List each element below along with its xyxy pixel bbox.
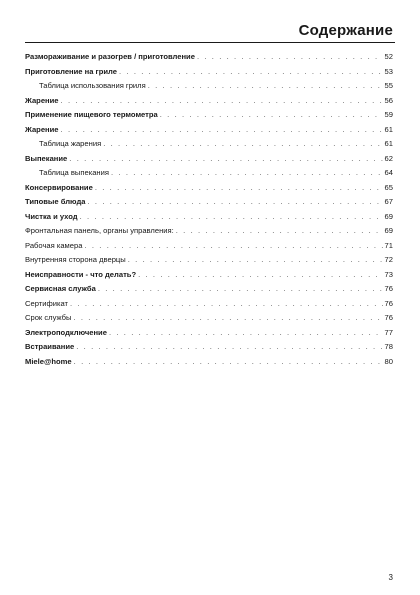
toc-entry-page: 76	[384, 298, 393, 308]
toc-entry-label: Выпекание	[25, 153, 68, 163]
toc-entry[interactable]	[25, 123, 393, 138]
toc-entry-label: Применение пищевого термометра	[25, 110, 158, 119]
toc-entry-label: Фронтальная панель, органы управления:	[25, 226, 174, 235]
toc-entry[interactable]	[25, 268, 393, 283]
toc-dot-leader	[80, 210, 383, 225]
toc-entry-page: 78	[384, 342, 393, 351]
page-number: 3	[388, 573, 393, 582]
toc-dot-leader	[70, 297, 383, 312]
toc-entry-page: 56	[384, 95, 393, 105]
toc-entry[interactable]	[25, 253, 393, 268]
toc-entry-label: Рабочая камера	[25, 240, 83, 250]
toc-dot-leader	[61, 123, 383, 138]
toc-entry-page: 53	[384, 66, 393, 76]
toc-entry[interactable]	[25, 210, 393, 225]
toc-dot-leader	[119, 65, 383, 80]
toc-entry[interactable]	[25, 65, 393, 80]
toc-dot-leader	[197, 50, 383, 65]
toc-entry-page: 80	[384, 356, 393, 366]
toc-entry-page: 69	[384, 226, 393, 235]
toc-dot-leader	[138, 268, 382, 283]
toc-entry-page: 62	[384, 153, 393, 163]
toc-entry-page: 52	[384, 52, 393, 61]
toc-entry-page: 67	[384, 197, 393, 206]
toc-entry-label: Miele@home	[25, 356, 72, 366]
toc-entry-page: 73	[384, 269, 393, 279]
toc-entry-label: Внутренняя сторона дверцы	[25, 255, 126, 264]
toc-entry-label: Размораживание и разогрев / приготовление	[25, 52, 195, 61]
toc-entry[interactable]	[25, 79, 393, 94]
toc-dot-leader	[87, 195, 382, 210]
toc-dot-leader	[73, 311, 382, 326]
toc-entry-page: 61	[384, 124, 393, 134]
toc-entry[interactable]	[25, 311, 393, 326]
toc-entry[interactable]	[25, 94, 393, 109]
toc-entry-page: 77	[384, 327, 393, 337]
toc-entry[interactable]	[25, 195, 393, 210]
toc-entry-page: 76	[384, 284, 393, 293]
table-of-contents	[25, 50, 393, 369]
toc-entry-page: 64	[384, 168, 393, 177]
toc-dot-leader	[84, 239, 382, 254]
toc-entry[interactable]	[25, 326, 393, 341]
toc-entry-label: Сервисная служба	[25, 284, 96, 293]
toc-dot-leader	[148, 79, 383, 94]
toc-entry-page: 59	[384, 110, 393, 119]
toc-entry-label: Встраивание	[25, 342, 75, 351]
toc-entry-label: Жарение	[25, 95, 59, 105]
toc-entry[interactable]	[25, 137, 393, 152]
toc-entry[interactable]	[25, 297, 393, 312]
toc-entry-label: Приготовление на гриле	[25, 66, 117, 76]
toc-entry[interactable]	[25, 355, 393, 370]
toc-entry[interactable]	[25, 340, 393, 355]
toc-dot-leader	[160, 108, 383, 123]
toc-dot-leader	[61, 94, 383, 109]
toc-entry-label: Сертификат	[25, 298, 68, 308]
toc-entry-page: 61	[384, 139, 393, 148]
toc-entry[interactable]	[25, 108, 393, 123]
toc-entry-page: 65	[384, 182, 393, 192]
toc-entry-label: Таблица использования гриля	[39, 81, 146, 90]
toc-entry-label: Типовые блюда	[25, 197, 86, 206]
toc-entry[interactable]	[25, 224, 393, 239]
toc-dot-leader	[69, 152, 382, 167]
toc-entry[interactable]	[25, 239, 393, 254]
toc-entry-label: Консервирование	[25, 182, 93, 192]
toc-entry-page: 71	[384, 240, 393, 250]
toc-entry-page: 76	[384, 313, 393, 322]
toc-entry-label: Электроподключение	[25, 327, 107, 337]
toc-dot-leader	[98, 282, 383, 297]
toc-entry-label: Срок службы	[25, 313, 72, 322]
toc-entry-page: 69	[384, 211, 393, 221]
toc-dot-leader	[128, 253, 383, 268]
toc-dot-leader	[111, 166, 383, 181]
toc-entry[interactable]	[25, 181, 393, 196]
toc-entry-label: Таблица выпекания	[39, 168, 109, 177]
toc-entry[interactable]	[25, 282, 393, 297]
toc-entry-label: Таблица жарения	[39, 139, 102, 148]
toc-entry-page: 55	[384, 81, 393, 90]
toc-entry-label: Жарение	[25, 124, 59, 134]
toc-entry-page: 72	[384, 255, 393, 264]
toc-dot-leader	[103, 137, 382, 152]
toc-dot-leader	[76, 340, 382, 355]
toc-dot-leader	[176, 224, 383, 239]
toc-dot-leader	[74, 355, 383, 370]
toc-entry[interactable]	[25, 152, 393, 167]
toc-entry-label: Неисправности - что делать?	[25, 269, 137, 279]
toc-entry[interactable]	[25, 50, 393, 65]
toc-entry-label: Чистка и уход	[25, 211, 78, 221]
toc-dot-leader	[95, 181, 383, 196]
toc-dot-leader	[109, 326, 383, 341]
toc-entry[interactable]	[25, 166, 393, 181]
page-title: Содержание	[298, 22, 393, 39]
title-divider	[25, 42, 395, 43]
